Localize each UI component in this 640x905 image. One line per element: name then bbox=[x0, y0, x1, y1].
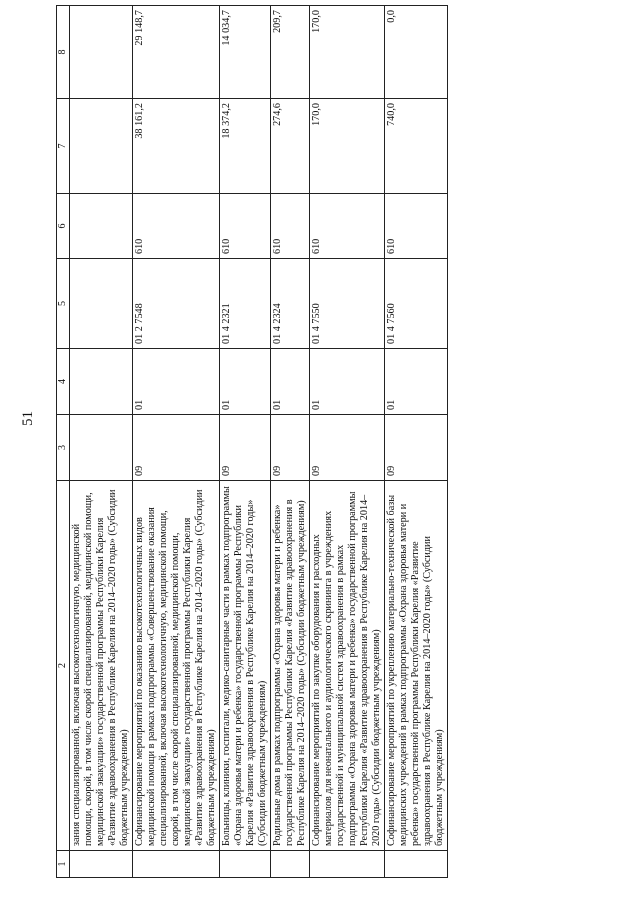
cell-section: 09 bbox=[271, 415, 310, 481]
cell-amount-1: 38 161,2 bbox=[133, 99, 220, 194]
cell-target-code: 01 4 2324 bbox=[271, 259, 310, 349]
cell-section: 09 bbox=[310, 415, 385, 481]
cell-amount-2: 170,0 bbox=[310, 6, 385, 99]
table-row bbox=[310, 6, 385, 878]
column-header: 6 bbox=[57, 194, 70, 259]
cell-col1 bbox=[271, 851, 310, 878]
cell-col1 bbox=[220, 851, 271, 878]
cell-target-code: 01 4 7560 bbox=[385, 259, 448, 349]
cell-description: Больницы, клиники, госпитали, медико-санитарные части в рамках подпрограммы «Охрана здоровья матери и ребенка» государственной программы Республики Карелия «Развитие здравоохранения в Республике Карелия на 2014–2020 годы» (Субсидии бюджетным учреждениям) bbox=[220, 481, 271, 851]
cell-subsection: 01 bbox=[220, 349, 271, 415]
header-row bbox=[57, 6, 70, 878]
cell-amount-1: 274,6 bbox=[271, 99, 310, 194]
cell-section: 09 bbox=[385, 415, 448, 481]
rotated-table-container bbox=[56, 6, 621, 878]
cell-amount-1: 740,0 bbox=[385, 99, 448, 194]
cell-subsection bbox=[70, 349, 133, 415]
cell-subsection: 01 bbox=[133, 349, 220, 415]
cell-target-code bbox=[70, 259, 133, 349]
table-row bbox=[70, 6, 133, 878]
page-number: 51 bbox=[20, 411, 36, 426]
cell-amount-1: 18 374,2 bbox=[220, 99, 271, 194]
cell-expense-type: 610 bbox=[133, 194, 220, 259]
cell-col1 bbox=[133, 851, 220, 878]
cell-amount-1 bbox=[70, 99, 133, 194]
budget-table bbox=[56, 5, 448, 878]
table-row bbox=[220, 6, 271, 878]
cell-col1 bbox=[310, 851, 385, 878]
cell-section: 09 bbox=[220, 415, 271, 481]
column-header: 5 bbox=[57, 259, 70, 349]
cell-expense-type: 610 bbox=[220, 194, 271, 259]
cell-section bbox=[70, 415, 133, 481]
cell-amount-2: 209,7 bbox=[271, 6, 310, 99]
column-header: 8 bbox=[57, 6, 70, 99]
cell-amount-2: 0,0 bbox=[385, 6, 448, 99]
cell-description: зания специализированной, включая высокотехнологичную, медицинской помощи, скорой, в том числе скорой специализированной, медицинской помощи, медицинской эвакуации» государственной программы Республики Карелия «Развитие здравоохранения в Республике Карелия на 2014–2020 годы» (Субсидии бюджетным учреждениям) bbox=[70, 481, 133, 851]
cell-amount-2 bbox=[70, 6, 133, 99]
cell-expense-type: 610 bbox=[271, 194, 310, 259]
cell-description: Родильные дома в рамках подпрограммы «Охрана здоровья матери и ребенка» государственной программы Республики Карелия «Развитие здравоохранения в Республике Карелия на 2014–2020 годы» (Субсидии бюджетным учреждениям) bbox=[271, 481, 310, 851]
cell-description: Софинансирование мероприятий по оказанию высокотехнологичных видов медицинской помощи в рамках подпрограммы «Совершенствование оказания специализированной, включая высокотехнологичную, медицинской помощи, скорой, в том числе скорой специализированной, медицинской помощи, медицинской эвакуации» государственной программы Республики Карелия «Развитие здравоохранения в Республике Карелия на 2014–2020 годы» (Субсидии бюджетным учреждениям) bbox=[133, 481, 220, 851]
cell-expense-type bbox=[70, 194, 133, 259]
cell-col1 bbox=[70, 851, 133, 878]
cell-subsection: 01 bbox=[385, 349, 448, 415]
cell-expense-type: 610 bbox=[385, 194, 448, 259]
table-row bbox=[385, 6, 448, 878]
cell-amount-2: 29 148,7 bbox=[133, 6, 220, 99]
cell-target-code: 01 4 7550 bbox=[310, 259, 385, 349]
cell-col1 bbox=[385, 851, 448, 878]
cell-section: 09 bbox=[133, 415, 220, 481]
cell-amount-2: 14 034,7 bbox=[220, 6, 271, 99]
cell-description: Софинансирование мероприятий по укреплению материально-технической базы медицинских учреждений в рамках подпрограммы «Охрана здоровья матери и ребенка» государственной программы Республики Карелия «Развитие здравоохранения в Республике Карелия на 2014–2020 годы» (Субсидии бюджетным учреждениям) bbox=[385, 481, 448, 851]
cell-subsection: 01 bbox=[310, 349, 385, 415]
cell-subsection: 01 bbox=[271, 349, 310, 415]
cell-target-code: 01 4 2321 bbox=[220, 259, 271, 349]
column-header: 2 bbox=[57, 481, 70, 851]
column-header: 7 bbox=[57, 99, 70, 194]
cell-amount-1: 170,0 bbox=[310, 99, 385, 194]
cell-description: Софинансирование мероприятий по закупке оборудования и расходных материалов для неонатального и аудиологического скрининга в учреждениях государственной и муниципальной систем здравоохранения в рамках подпрограммы «Охрана здоровья матери и ребенка» государственной программы Республики Карелия «Развитие здравоохранения в Республике Карелия на 2014–2020 годы» (Субсидии бюджетным учреждениям) bbox=[310, 481, 385, 851]
table-row bbox=[271, 6, 310, 878]
table-row bbox=[133, 6, 220, 878]
cell-target-code: 01 2 7548 bbox=[133, 259, 220, 349]
column-header: 1 bbox=[57, 851, 70, 878]
column-header: 3 bbox=[57, 415, 70, 481]
column-header: 4 bbox=[57, 349, 70, 415]
cell-expense-type: 610 bbox=[310, 194, 385, 259]
